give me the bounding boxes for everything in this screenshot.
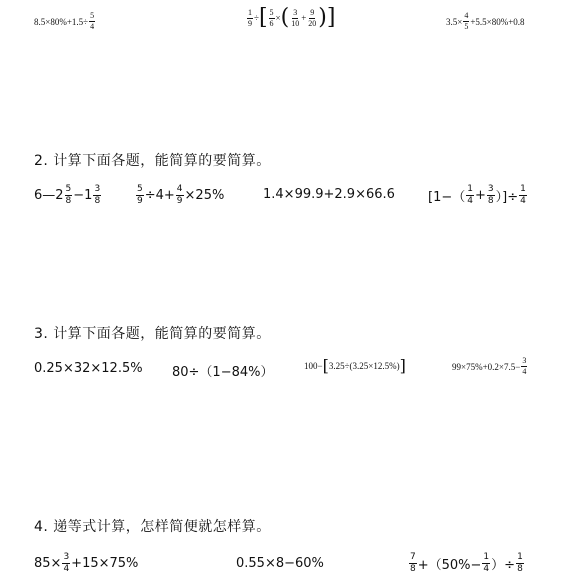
fraction: $\frac{9}{20}$ — [308, 7, 317, 28]
fraction: $\frac{1}{4}$ — [520, 184, 526, 206]
fraction: $\frac{1}{4}$ — [467, 184, 473, 206]
problem-top-1 — [34, 12, 96, 31]
fraction: $\frac{4}{9}$ — [176, 184, 183, 206]
section-3-heading: 3. 计算下面各题，能简算的要简算。 — [34, 326, 271, 342]
left-bracket: [ — [322, 356, 329, 375]
problem-4-1: 85× $\frac{3}{4}$ +15×75% — [34, 552, 139, 574]
fraction: $\frac{1}{8}$ — [517, 552, 523, 574]
problem-3-3: 100− [ 3.25÷(3.25×12.5%) ] — [304, 356, 406, 375]
left-paren: ( — [280, 5, 290, 30]
problem-3-1: 0.25×32×12.5% — [34, 361, 143, 376]
left-bracket: [ — [258, 5, 268, 30]
problem-2-1: 6—2 $\frac{5}{8}$ −1 $\frac{3}{8}$ — [34, 184, 101, 206]
fraction: $\frac{3}{10}$ — [291, 7, 300, 28]
fraction: $\frac{5}{6}$ — [269, 7, 274, 28]
expr-text: 8.5×80%+1.5÷ — [34, 16, 89, 27]
problem-4-3: $\frac{7}{8}$ +（50%− $\frac{1}{4}$ ）÷ $\frac{1}{8}$ — [410, 552, 523, 574]
fraction: $\frac{3}{4}$ — [63, 552, 70, 574]
right-bracket: ] — [399, 356, 406, 375]
problem-2-3: 1.4×99.9+2.9×66.6 — [263, 187, 395, 202]
problem-top-3: 3.5× $\frac{4}{5}$ +5.5×80%+0.8 — [446, 11, 525, 31]
fraction: $\frac{3}{8}$ — [94, 184, 101, 206]
section-2-heading: 2. 计算下面各题，能简算的要简算。 — [34, 153, 271, 169]
problem-2-4: [1−（ $\frac{1}{4}$ + $\frac{3}{8}$ ）]÷ $\frac{1}{4}$ — [428, 184, 526, 206]
fraction: $\frac{5}{9}$ — [137, 184, 143, 206]
fraction: $\frac{5}{8}$ — [65, 184, 72, 206]
problem-top-2: $\frac{1}{9}$ ÷ [ $\frac{5}{6}$ × ( $\frac{3}{10}$ + $\frac{9}{20}$ ) ] — [248, 5, 336, 30]
right-paren: ) — [318, 5, 327, 30]
problem-3-2: 80÷（1−84%） — [172, 365, 274, 380]
fraction: $\frac{5}{4}$ — [90, 11, 95, 31]
fraction: $\frac{7}{8}$ — [410, 552, 416, 574]
problem-4-2: 0.55×8−60% — [236, 556, 324, 571]
fraction: $\frac{4}{5}$ — [464, 11, 469, 31]
fraction: $\frac{3}{8}$ — [487, 184, 494, 206]
right-bracket: ] — [326, 5, 336, 30]
fraction: $\frac{1}{9}$ — [248, 7, 252, 28]
problem-2-2: $\frac{5}{9}$ ÷4+ $\frac{4}{9}$ ×25% — [137, 184, 225, 206]
problem-3-4: 99×75%+0.2×7.5− $\frac{3}{4}$ — [452, 356, 527, 376]
section-4-heading: 4. 递等式计算，怎样简便就怎样算。 — [34, 519, 271, 535]
fraction: $\frac{3}{4}$ — [522, 356, 527, 376]
fraction: $\frac{1}{4}$ — [483, 552, 490, 574]
